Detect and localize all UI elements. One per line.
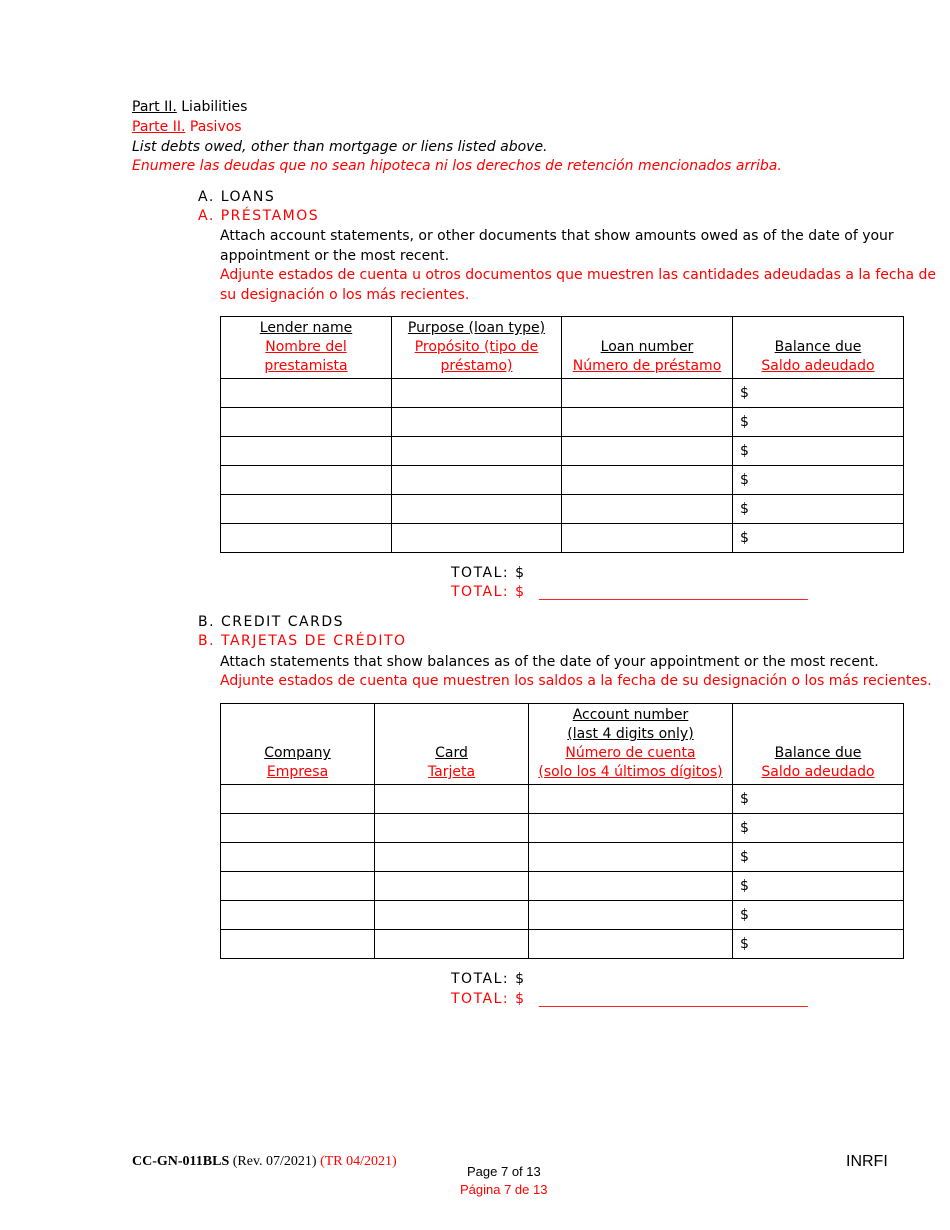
loan-number-cell[interactable] [562, 524, 733, 553]
cards-heading-en: B. CREDIT CARDS [198, 614, 345, 630]
loans-instructions-es [220, 266, 936, 305]
card-balance-cell[interactable] [733, 785, 904, 814]
card-company-cell[interactable] [221, 785, 375, 814]
card-balance-cell[interactable] [733, 872, 904, 901]
loan-number-cell[interactable] [562, 495, 733, 524]
loans-heading-es: A. PRÉSTAMOS [198, 208, 320, 224]
loans-instructions-en [220, 227, 894, 266]
loans-instruction-en-line2: appointment or the most recent. [220, 247, 450, 264]
table-row [221, 872, 904, 901]
card-account-cell[interactable] [529, 785, 733, 814]
loans-instruction-es-line2: su designación o los más recientes. [220, 286, 470, 303]
currency-symbol: $ [740, 413, 749, 430]
loans-total-label-en: TOTAL: $ [451, 565, 526, 581]
loans-header-number: Loan number Número de préstamo [562, 317, 733, 379]
part-instruction-en: List debts owed, other than mortgage or liens listed above. [132, 139, 548, 155]
card-balance-cell[interactable] [733, 814, 904, 843]
part-label-es: Parte II. [132, 119, 186, 135]
page-number-en: Page 7 of 13 [467, 1164, 541, 1179]
table-row [221, 901, 904, 930]
cards-heading-es: B. TARJETAS DE CRÉDITO [198, 633, 407, 649]
currency-symbol: $ [740, 790, 749, 807]
loan-number-cell[interactable] [562, 437, 733, 466]
card-balance-cell[interactable] [733, 843, 904, 872]
loan-purpose-cell[interactable] [392, 437, 562, 466]
cards-header-account: Account number (last 4 digits only) Número de cuenta (solo los 4 últimos dígitos) [529, 704, 733, 785]
loans-heading-en: A. LOANS [198, 189, 276, 205]
part-label-en: Part II. [132, 99, 177, 115]
card-company-cell[interactable] [221, 814, 375, 843]
card-balance-cell[interactable] [733, 901, 904, 930]
loans-total-line[interactable]: ___________________________________________ [539, 585, 808, 600]
card-account-cell[interactable] [529, 901, 733, 930]
cards-header-card: Card Tarjeta [375, 704, 529, 785]
loan-balance-cell[interactable] [733, 495, 904, 524]
currency-symbol: $ [740, 877, 749, 894]
loan-purpose-cell[interactable] [392, 379, 562, 408]
loan-lender-cell[interactable] [221, 437, 392, 466]
card-account-cell[interactable] [529, 930, 733, 959]
loan-lender-cell[interactable] [221, 379, 392, 408]
card-name-cell[interactable] [375, 901, 529, 930]
loan-balance-cell[interactable] [733, 466, 904, 495]
currency-symbol: $ [740, 819, 749, 836]
card-name-cell[interactable] [375, 872, 529, 901]
loan-purpose-cell[interactable] [392, 408, 562, 437]
card-account-cell[interactable] [529, 814, 733, 843]
loans-instruction-es-line1: Adjunte estados de cuenta u otros documentos que muestren las cantidades adeudadas a la fecha de [220, 267, 936, 283]
loan-lender-cell[interactable] [221, 495, 392, 524]
loan-lender-cell[interactable] [221, 466, 392, 495]
currency-symbol: $ [740, 935, 749, 952]
table-row [221, 930, 904, 959]
loan-purpose-cell[interactable] [392, 495, 562, 524]
card-account-cell[interactable] [529, 843, 733, 872]
cards-header-balance: Balance due Saldo adeudado [733, 704, 904, 785]
currency-symbol: $ [740, 500, 749, 517]
card-name-cell[interactable] [375, 814, 529, 843]
form-number: CC-GN-011BLS [132, 1154, 230, 1169]
table-row [221, 379, 904, 408]
loan-balance-cell[interactable] [733, 437, 904, 466]
loan-balance-cell[interactable] [733, 524, 904, 553]
loan-lender-cell[interactable] [221, 408, 392, 437]
part-heading-en [132, 98, 247, 117]
table-row [221, 495, 904, 524]
table-row [221, 524, 904, 553]
cards-header-company: Company Empresa [221, 704, 375, 785]
loan-number-cell[interactable] [562, 466, 733, 495]
currency-symbol: $ [740, 384, 749, 401]
part-instruction-es: Enumere las deudas que no sean hipoteca ni los derechos de retención mencionados arriba. [132, 158, 782, 174]
form-code: INRFI [846, 1153, 888, 1170]
card-balance-cell[interactable] [733, 930, 904, 959]
loans-header-purpose: Purpose (loan type) Propósito (tipo de préstamo) [392, 317, 562, 379]
cards-instruction-en: Attach statements that show balances as of the date of your appointment or the most recent. [220, 654, 879, 670]
loans-total-label-es: TOTAL: $ [451, 584, 526, 600]
loan-lender-cell[interactable] [221, 524, 392, 553]
currency-symbol: $ [740, 906, 749, 923]
table-row [221, 408, 904, 437]
currency-symbol: $ [740, 471, 749, 488]
card-company-cell[interactable] [221, 930, 375, 959]
card-name-cell[interactable] [375, 930, 529, 959]
card-account-cell[interactable] [529, 872, 733, 901]
footer-form-id [132, 1153, 397, 1171]
loan-balance-cell[interactable] [733, 408, 904, 437]
card-company-cell[interactable] [221, 901, 375, 930]
loans-table [220, 316, 904, 553]
loans-instruction-en-line1: Attach account statements, or other documents that show amounts owed as of the date of your [220, 228, 894, 244]
loans-header-lender: Lender name Nombre del prestamista [221, 317, 392, 379]
table-row [221, 785, 904, 814]
form-translation: (TR 04/2021) [320, 1154, 397, 1169]
part-title-en: Liabilities [181, 99, 248, 115]
card-company-cell[interactable] [221, 843, 375, 872]
currency-symbol: $ [740, 529, 749, 546]
cards-table [220, 703, 904, 959]
table-row [221, 843, 904, 872]
cards-total-label-en: TOTAL: $ [451, 971, 526, 987]
cards-instruction-es: Adjunte estados de cuenta que muestren los saldos a la fecha de su designación o los más recientes. [220, 673, 932, 689]
loan-balance-cell[interactable] [733, 379, 904, 408]
form-revision: (Rev. 07/2021) [232, 1154, 317, 1169]
currency-symbol: $ [740, 848, 749, 865]
loans-header-balance: Balance due Saldo adeudado [733, 317, 904, 379]
loan-number-cell[interactable] [562, 408, 733, 437]
table-row [221, 437, 904, 466]
currency-symbol: $ [740, 442, 749, 459]
page-number-es: Página 7 de 13 [460, 1182, 548, 1197]
card-company-cell[interactable] [221, 872, 375, 901]
part-title-es: Pasivos [189, 119, 242, 135]
cards-total-label-es: TOTAL: $ [451, 991, 526, 1007]
loan-purpose-cell[interactable] [392, 466, 562, 495]
card-name-cell[interactable] [375, 785, 529, 814]
loan-number-cell[interactable] [562, 379, 733, 408]
part-heading-es [132, 118, 242, 137]
cards-total-line[interactable]: ___________________________________________ [539, 992, 808, 1007]
table-row [221, 466, 904, 495]
table-row [221, 814, 904, 843]
loan-purpose-cell[interactable] [392, 524, 562, 553]
card-name-cell[interactable] [375, 843, 529, 872]
